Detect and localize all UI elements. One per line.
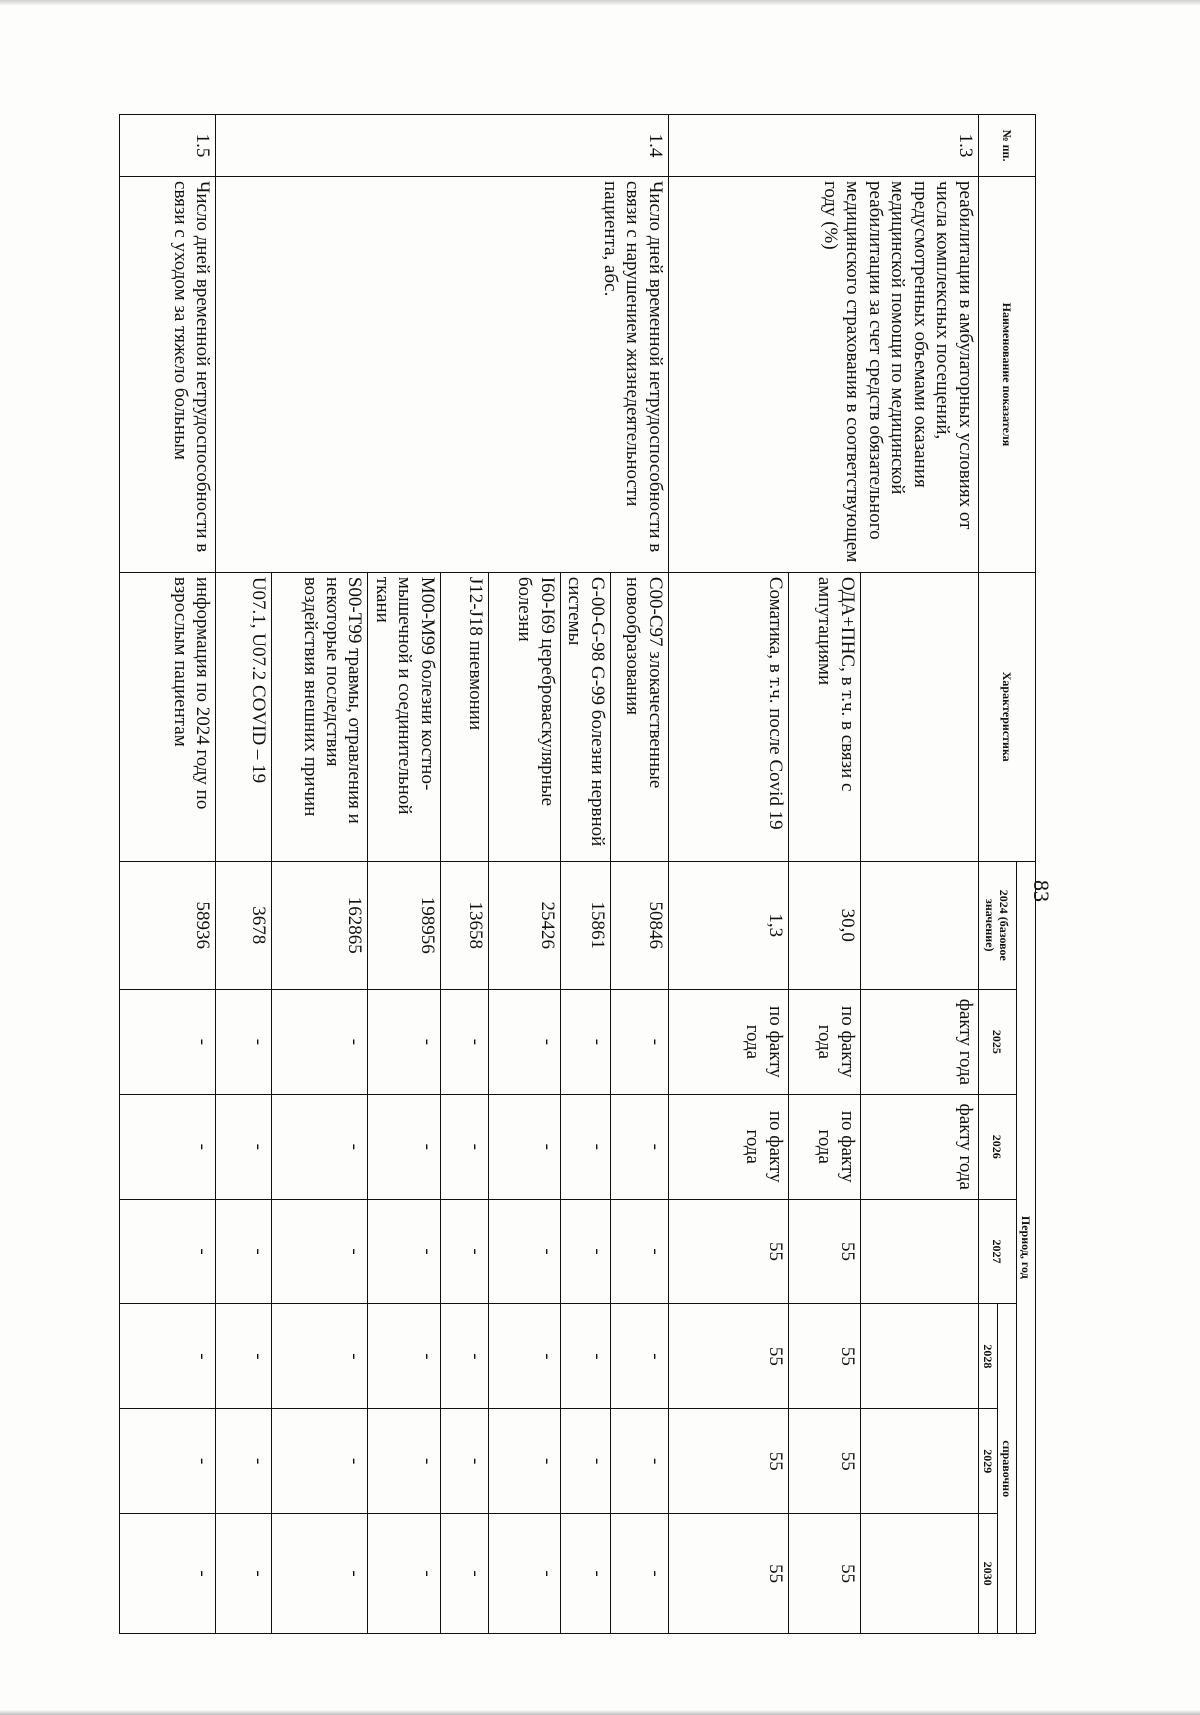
- characteristic-cell: Соматика, в т.ч. после Covid 19: [668, 572, 788, 861]
- value-2030: -: [488, 1514, 560, 1634]
- header-period: Период, год: [1016, 861, 1035, 1633]
- value-2025: -: [368, 989, 440, 1094]
- scan-edge-bottom: [0, 1710, 1200, 1715]
- value-2030: -: [560, 1514, 610, 1634]
- base-value: 3678: [216, 861, 272, 989]
- value-2029: [860, 1409, 978, 1514]
- characteristic-cell: информация по 2024 году по взрослым пациентам: [120, 572, 216, 861]
- base-value: 58936: [120, 861, 216, 989]
- value-2028: -: [272, 1304, 368, 1409]
- row-number: 1.4: [216, 115, 668, 177]
- characteristic-cell: [860, 572, 978, 861]
- value-2025: -: [272, 989, 368, 1094]
- indicator-name: Число дней временной нетрудоспособности в связи с уходом за тяжело больным: [120, 177, 216, 573]
- value-2030: -: [440, 1514, 488, 1634]
- table-row: [860, 115, 978, 1634]
- value-2027: -: [488, 1199, 560, 1304]
- value-2027: -: [120, 1199, 216, 1304]
- characteristic-cell: M00-M99 болезни костно-мышечной и соединительной ткани: [368, 572, 440, 861]
- base-value: 13658: [440, 861, 488, 989]
- base-value: 25426: [488, 861, 560, 989]
- value-2030: 55: [668, 1514, 788, 1634]
- header-2028: 2028: [978, 1304, 997, 1409]
- value-2027: 55: [668, 1199, 788, 1304]
- value-2030: 55: [788, 1514, 860, 1634]
- value-2029: -: [560, 1409, 610, 1514]
- value-2028: -: [120, 1304, 216, 1409]
- value-2028: -: [440, 1304, 488, 1409]
- value-2026: -: [560, 1094, 610, 1199]
- value-2027: -: [610, 1199, 668, 1304]
- value-2025: по факту года: [668, 989, 788, 1094]
- indicators-table: [120, 114, 1037, 1634]
- rotated-table-container: [88, 114, 1036, 1634]
- base-value: 30,0: [788, 861, 860, 989]
- value-2025: -: [560, 989, 610, 1094]
- value-2029: -: [368, 1409, 440, 1514]
- value-2025: факту года: [860, 989, 978, 1094]
- header-row-1: [1016, 115, 1035, 1634]
- base-value: 15861: [560, 861, 610, 989]
- row-number: 1.3: [668, 115, 978, 177]
- header-characteristic: Характеристика: [978, 572, 1035, 861]
- value-2026: -: [216, 1094, 272, 1199]
- value-2028: -: [610, 1304, 668, 1409]
- value-2026: по факту года: [668, 1094, 788, 1199]
- value-2026: -: [368, 1094, 440, 1199]
- indicator-name: реабилитации в амбулаторных условиях от числа комплексных посещений, предусмотренных объемами оказания медицинской помощи по медицинской реабилитации за счет средств обязательного медицинского страхования в соответствующем году (%): [668, 177, 978, 573]
- header-2029: 2029: [978, 1409, 997, 1514]
- value-2027: -: [560, 1199, 610, 1304]
- value-2025: -: [610, 989, 668, 1094]
- value-2030: -: [272, 1514, 368, 1634]
- value-2030: -: [610, 1514, 668, 1634]
- value-2029: -: [272, 1409, 368, 1514]
- value-2026: -: [272, 1094, 368, 1199]
- characteristic-cell: ОДА+ПНС, в т.ч. в связи с ампутациями: [788, 572, 860, 861]
- characteristic-cell: I60-I69 цереброваскулярные болезни: [488, 572, 560, 861]
- base-value: 198956: [368, 861, 440, 989]
- table-row: [610, 115, 668, 1634]
- value-2025: -: [440, 989, 488, 1094]
- value-2026: -: [488, 1094, 560, 1199]
- value-2027: -: [440, 1199, 488, 1304]
- header-2030: 2030: [978, 1514, 997, 1634]
- value-2025: -: [216, 989, 272, 1094]
- value-2026: по факту года: [788, 1094, 860, 1199]
- value-2028: -: [560, 1304, 610, 1409]
- value-2030: [860, 1514, 978, 1634]
- base-value: 1,3: [668, 861, 788, 989]
- value-2027: -: [216, 1199, 272, 1304]
- value-2026: -: [120, 1094, 216, 1199]
- characteristic-cell: U07.1, U07.2 COVID – 19: [216, 572, 272, 861]
- table-row: [120, 115, 216, 1634]
- base-value: 162865: [272, 861, 368, 989]
- characteristic-cell: J12-J18 пневмонии: [440, 572, 488, 861]
- value-2030: -: [368, 1514, 440, 1634]
- value-2028: -: [488, 1304, 560, 1409]
- value-2026: -: [440, 1094, 488, 1199]
- value-2028: -: [368, 1304, 440, 1409]
- value-2027: 55: [788, 1199, 860, 1304]
- value-2026: факту года: [860, 1094, 978, 1199]
- header-2027: 2027: [978, 1199, 1016, 1304]
- row-number: 1.5: [120, 115, 216, 177]
- value-2029: -: [120, 1409, 216, 1514]
- base-value: 50846: [610, 861, 668, 989]
- value-2029: 55: [788, 1409, 860, 1514]
- value-2029: -: [216, 1409, 272, 1514]
- value-2027: [860, 1199, 978, 1304]
- scan-edge-top: [0, 0, 1200, 6]
- header-2026: 2026: [978, 1094, 1016, 1199]
- value-2026: -: [610, 1094, 668, 1199]
- value-2027: -: [368, 1199, 440, 1304]
- header-2025: 2025: [978, 989, 1016, 1094]
- value-2029: 55: [668, 1409, 788, 1514]
- header-reference: справочно: [997, 1304, 1016, 1634]
- value-2028: 55: [668, 1304, 788, 1409]
- characteristic-cell: G-00-G-98 G-99 болезни нервной системы: [560, 572, 610, 861]
- value-2025: -: [120, 989, 216, 1094]
- value-2029: -: [440, 1409, 488, 1514]
- indicator-name: Число дней временной нетрудоспособности в связи с нарушением жизнедеятельности пациента, абс.: [216, 177, 668, 573]
- base-value: [860, 861, 978, 989]
- value-2028: 55: [788, 1304, 860, 1409]
- header-name: Наименование показателя: [978, 177, 1035, 573]
- value-2030: -: [216, 1514, 272, 1634]
- header-num: № пп.: [978, 115, 1035, 177]
- value-2030: -: [120, 1514, 216, 1634]
- value-2025: по факту года: [788, 989, 860, 1094]
- characteristic-cell: S00-T99 травмы, отравления и некоторые последствия воздействия внешних причин: [272, 572, 368, 861]
- header-base: 2024 (базовое значение): [978, 861, 1016, 989]
- characteristic-cell: C00-C97 злокачественные новообразования: [610, 572, 668, 861]
- value-2029: -: [488, 1409, 560, 1514]
- value-2025: -: [488, 989, 560, 1094]
- value-2029: -: [610, 1409, 668, 1514]
- value-2028: [860, 1304, 978, 1409]
- value-2028: -: [216, 1304, 272, 1409]
- page-number: 83: [1029, 880, 1054, 902]
- value-2027: -: [272, 1199, 368, 1304]
